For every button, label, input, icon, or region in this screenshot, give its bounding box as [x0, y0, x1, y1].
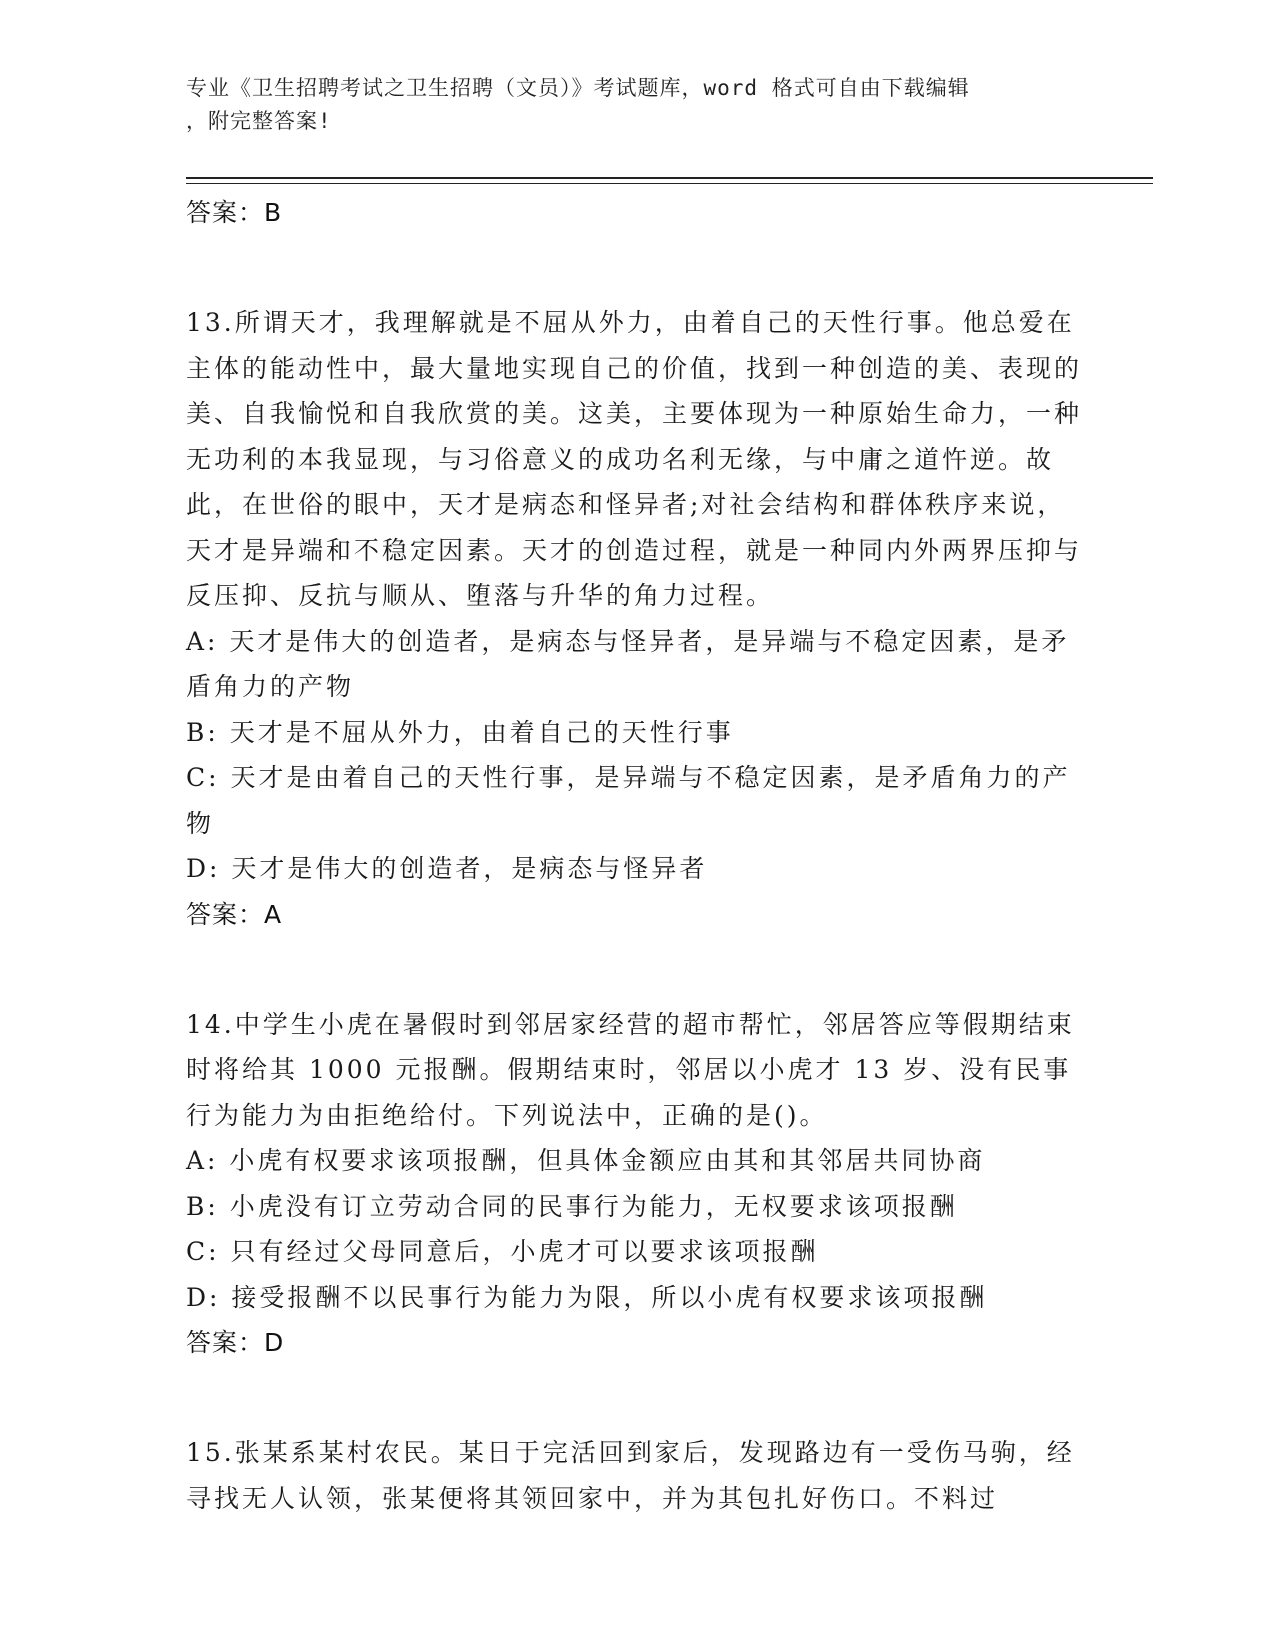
header-rule-thin: [186, 183, 1153, 184]
question-13: [186, 300, 1086, 937]
answer-14: 答案：D: [186, 1328, 285, 1357]
answer-13: 答案：A: [186, 899, 283, 929]
header-line-2: ，附完整答案!: [186, 109, 332, 133]
header-line-1: 专业《卫生招聘考试之卫生招聘（文员）》考试题库，word 格式可自由下载编辑: [186, 76, 970, 100]
option-d: D: 天才是伟大的创造者，是病态与怪异者: [186, 854, 708, 883]
header-rule-thick: [186, 177, 1153, 179]
option-c: C: 只有经过父母同意后，小虎才可以要求该项报酬: [186, 1237, 819, 1266]
question-14: [186, 1002, 1086, 1366]
question-text: 13.所谓天才，我理解就是不屈从外力，由着自己的天性行事。他总爱在主体的能动性中，最大量地实现自己的价值，找到一种创造的美、表现的美、自我愉悦和自我欣赏的美。这美，主要体现为一种原始生命力，一种无功利的本我显现，与习俗意义的成功名利无缘，与中庸之道忤逆。故此，在世俗的眼中，天才是病态和怪异者;对社会结构和群体秩序来说，天才是异端和不稳定因素。天才的创造过程，就是一种同内外两界压抑与反压抑、反抗与顺从、堕落与升华的角力过程。: [186, 308, 1083, 610]
option-a: A: 小虎有权要求该项报酬，但具体金额应由其和其邻居共同协商: [186, 1146, 986, 1175]
option-b: B: 小虎没有订立劳动合同的民事行为能力，无权要求该项报酬: [186, 1191, 958, 1221]
page-header: [186, 72, 1066, 138]
question-15: [186, 1430, 1086, 1521]
question-text: 15.张某系某村农民。某日于完活回到家后，发现路边有一受伤马驹，经寻找无人认领，张某便将其领回家中，并为其包扎好伤口。不料过: [186, 1438, 1075, 1513]
option-d: D: 接受报酬不以民事行为能力为限，所以小虎有权要求该项报酬: [186, 1282, 988, 1312]
answer-previous: 答案：B: [186, 198, 283, 227]
option-a: A: 天才是伟大的创造者，是病态与怪异者，是异端与不稳定因素，是矛盾角力的产物: [186, 626, 1070, 701]
question-text: 14.中学生小虎在暑假时到邻居家经营的超市帮忙，邻居答应等假期结束时将给其 1000 元报酬。假期结束时，邻居以小虎才 13 岁、没有民事行为能力为由拒绝给付。下列说法中，正确的是()。: [186, 1009, 1075, 1130]
option-c: C: 天才是由着自己的天性行事，是异端与不稳定因素，是矛盾角力的产物: [186, 763, 1071, 838]
option-b: B: 天才是不屈从外力，由着自己的天性行事: [186, 717, 734, 747]
document-body: [186, 190, 1086, 1521]
